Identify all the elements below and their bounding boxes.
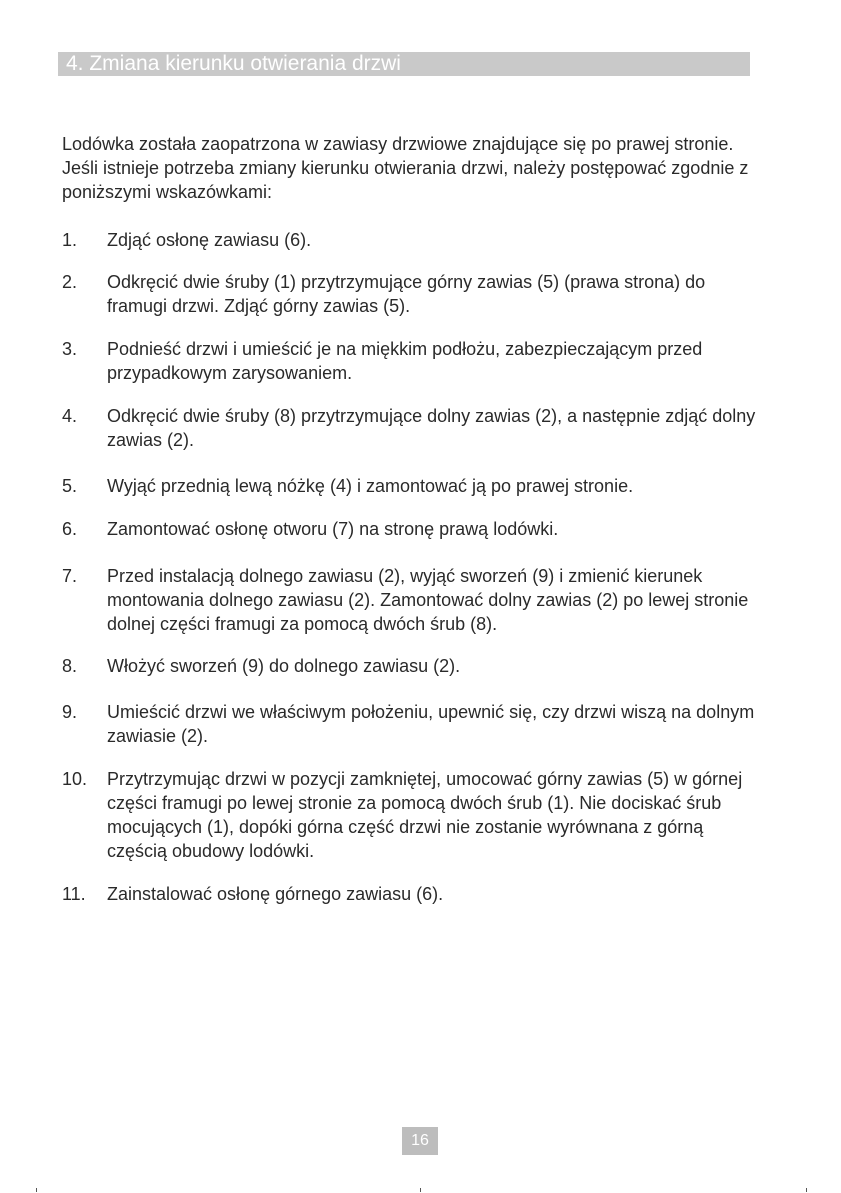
step-text: Zainstalować osłonę górnego zawiasu (6). bbox=[107, 884, 444, 904]
step-item bbox=[62, 700, 782, 748]
step-item bbox=[62, 767, 782, 863]
step-number: 3. bbox=[62, 339, 78, 359]
step-number: 9. bbox=[62, 702, 78, 722]
step-text: Odkręcić dwie śruby (8) przytrzymujące dolny zawias (2), a następnie zdjąć dolny zawias (2). bbox=[107, 406, 756, 450]
step-item bbox=[62, 474, 782, 498]
step-item bbox=[62, 337, 782, 385]
step-number: 7. bbox=[62, 566, 78, 586]
intro-paragraph: Lodówka została zaopatrzona w zawiasy drzwiowe znajdujące się po prawej stronie. Jeśli istnieje potrzeba zmiany kierunku otwierania drzwi, należy postępować zgodnie z poniższymi wskazówkami: bbox=[62, 134, 749, 202]
step-text: Zdjąć osłonę zawiasu (6). bbox=[107, 230, 312, 250]
step-number: 4. bbox=[62, 406, 78, 426]
step-number: 6. bbox=[62, 519, 78, 539]
crop-mark bbox=[806, 1188, 807, 1192]
crop-mark bbox=[36, 1188, 37, 1192]
step-text: Wyjąć przednią lewą nóżkę (4) i zamontować ją po prawej stronie. bbox=[107, 476, 634, 496]
step-item bbox=[62, 270, 782, 318]
page-number: 16 bbox=[411, 1132, 429, 1149]
section-title: 4. Zmiana kierunku otwierania drzwi bbox=[66, 52, 401, 75]
step-number: 5. bbox=[62, 476, 78, 496]
page-number-badge bbox=[402, 1127, 438, 1155]
step-text: Zamontować osłonę otworu (7) na stronę prawą lodówki. bbox=[107, 519, 559, 539]
section-header bbox=[58, 52, 750, 76]
step-text: Odkręcić dwie śruby (1) przytrzymujące górny zawias (5) (prawa strona) do framugi drzwi. Zdjąć górny zawias (5). bbox=[107, 272, 706, 316]
step-number: 2. bbox=[62, 272, 78, 292]
step-text: Przytrzymując drzwi w pozycji zamkniętej, umocować górny zawias (5) w górnej części framugi po lewej stronie za pomocą dwóch śrub (1). Nie dociskać śrub mocujących (1), dopóki górna część drzwi nie zostanie wyrównana z górną częścią obudowy lodówki. bbox=[107, 769, 743, 861]
step-item bbox=[62, 564, 782, 636]
step-number: 10. bbox=[62, 769, 88, 789]
step-item bbox=[62, 228, 782, 252]
step-number: 1. bbox=[62, 230, 78, 250]
step-text: Włożyć sworzeń (9) do dolnego zawiasu (2). bbox=[107, 656, 461, 676]
step-item bbox=[62, 404, 782, 452]
step-item bbox=[62, 882, 782, 906]
crop-mark bbox=[420, 1188, 421, 1192]
step-item bbox=[62, 654, 782, 678]
step-text: Przed instalacją dolnego zawiasu (2), wyjąć sworzeń (9) i zmienić kierunek montowania dolnego zawiasu (2). Zamontować dolny zawias (2) po lewej stronie dolnej części framugi za pomocą dwóch śrub (8). bbox=[107, 566, 749, 634]
step-item bbox=[62, 517, 782, 541]
step-text: Umieścić drzwi we właściwym położeniu, upewnić się, czy drzwi wiszą na dolnym zawiasie (2). bbox=[107, 702, 755, 746]
step-text: Podnieść drzwi i umieścić je na miękkim podłożu, zabezpieczającym przed przypadkowym zarysowaniem. bbox=[107, 339, 703, 383]
step-number: 11. bbox=[62, 884, 86, 904]
step-number: 8. bbox=[62, 656, 78, 676]
